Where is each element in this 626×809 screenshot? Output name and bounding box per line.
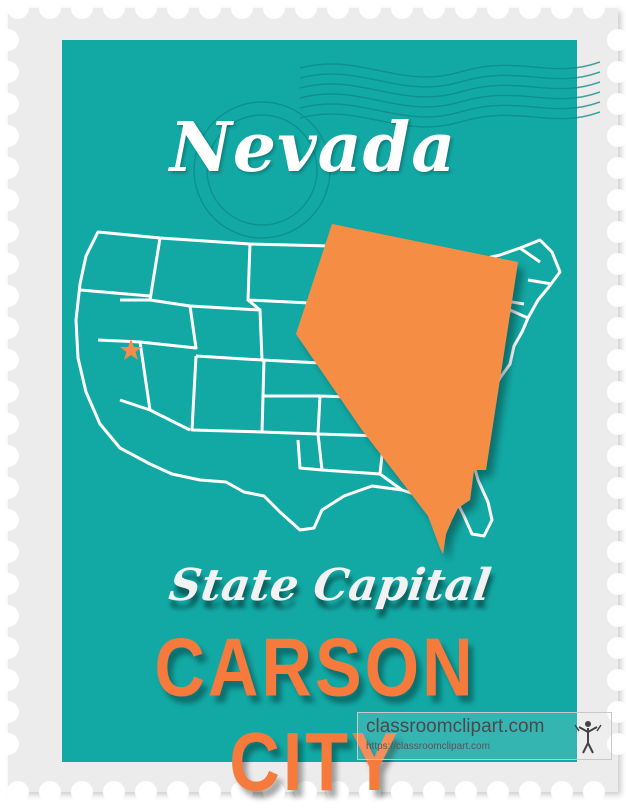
watermark-logo-icon bbox=[571, 717, 605, 755]
capital-city-name: CARSON CITY bbox=[154, 621, 476, 808]
watermark-name: classroomclipart.com bbox=[366, 716, 545, 737]
watermark-url: https://classroomclipart.com bbox=[366, 741, 490, 752]
state-title: Nevada bbox=[169, 108, 457, 188]
state-capital-label: State Capital bbox=[166, 560, 494, 611]
watermark bbox=[357, 712, 612, 760]
